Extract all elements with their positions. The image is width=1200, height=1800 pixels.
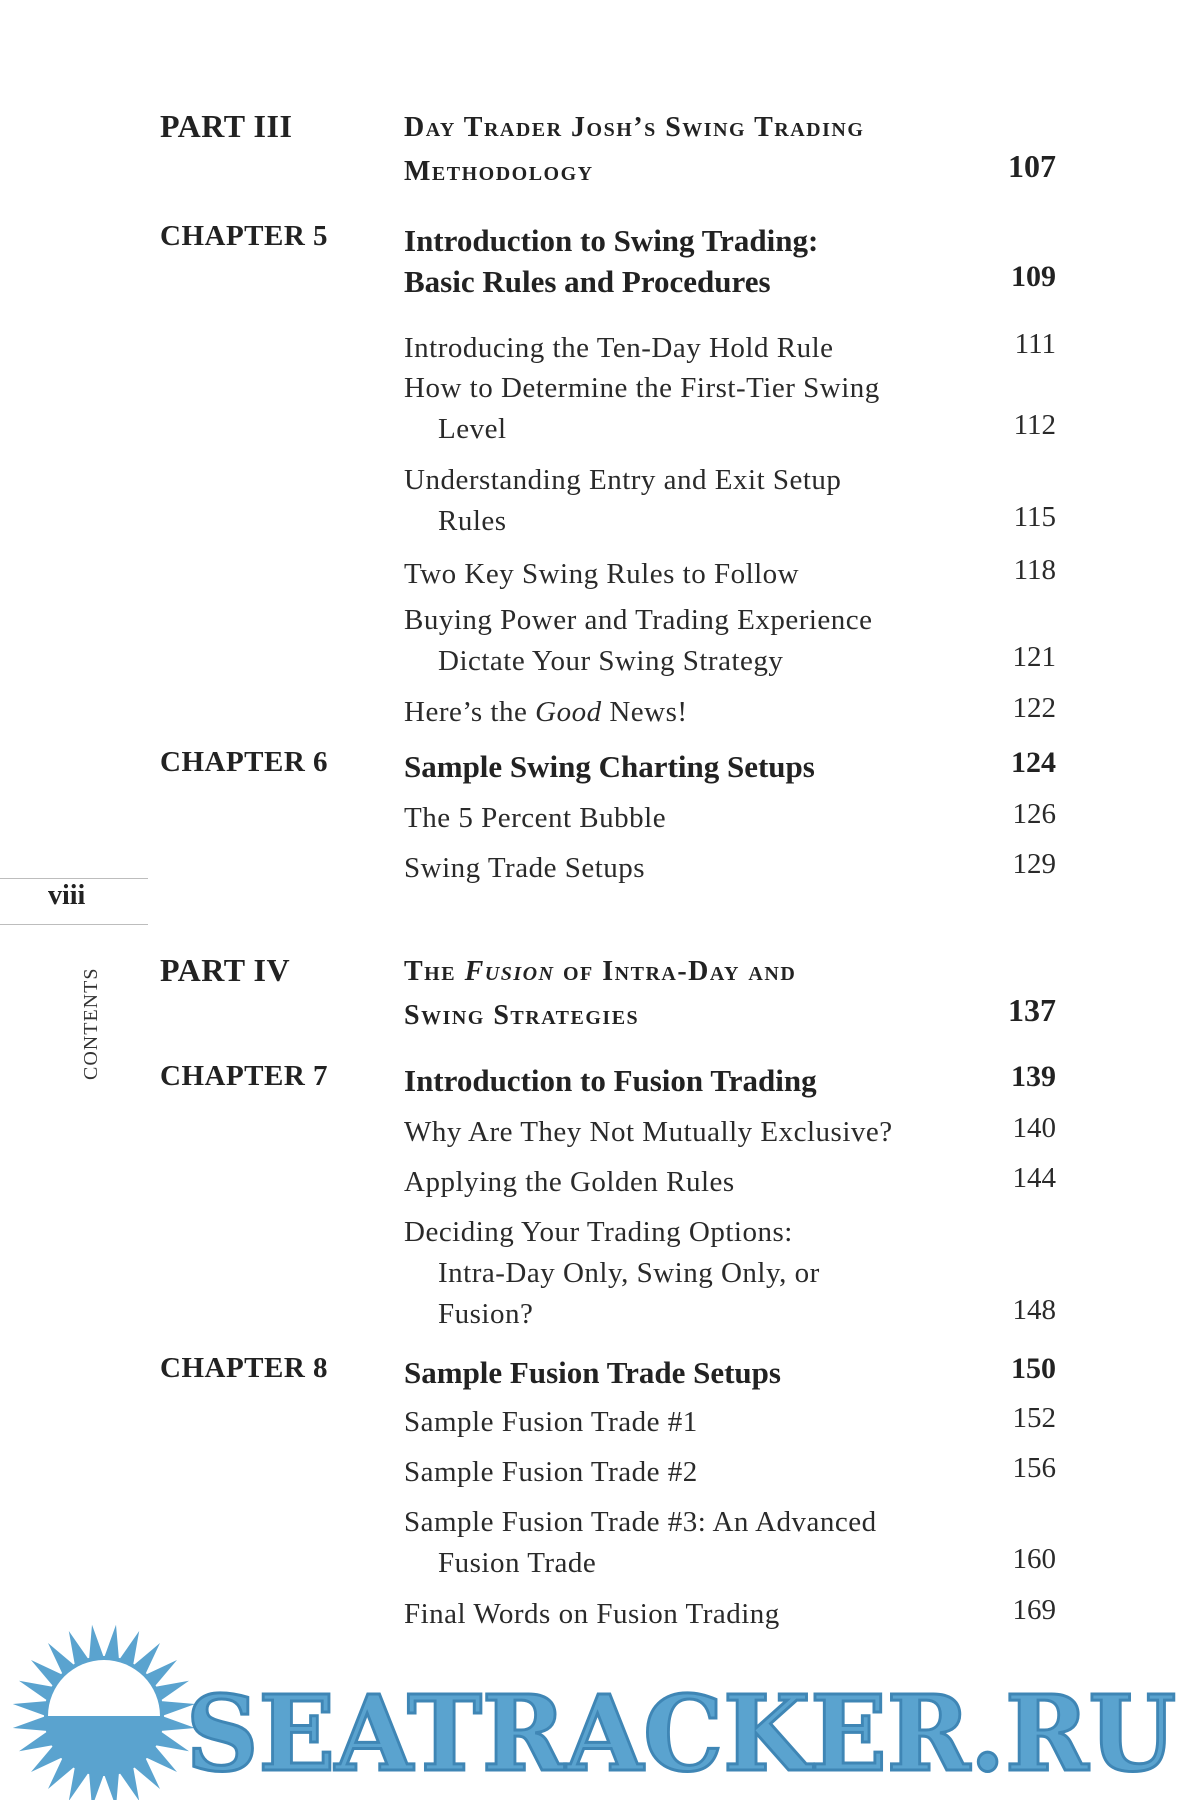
section-page-number[interactable]: 129: [1012, 848, 1056, 880]
section-page-number[interactable]: 148: [1012, 1294, 1056, 1326]
title-line: Swing Trade Setups: [404, 852, 646, 884]
section-page-number[interactable]: 122: [1012, 692, 1056, 724]
italic-word: Good: [535, 696, 602, 728]
chapter-label: CHAPTER 8: [160, 1352, 329, 1384]
title-line: Day Trader Josh’s Swing Trading: [404, 112, 865, 143]
watermark: [0, 1620, 1200, 1800]
section-title[interactable]: [404, 1452, 944, 1493]
section-title[interactable]: [404, 460, 944, 542]
title-line: Sample Fusion Trade #3: An Advanced: [404, 1506, 877, 1538]
section-title[interactable]: [404, 1212, 944, 1335]
title-line: The Fusion of Intra-Day and: [404, 956, 797, 987]
chapter-title[interactable]: [404, 220, 944, 302]
title-line: Rules: [438, 505, 507, 537]
section-title[interactable]: [404, 1162, 944, 1203]
title-line: Sample Fusion Trade Setups: [404, 1355, 781, 1390]
title-line: Fusion Trade: [438, 1547, 597, 1579]
chapter-page-number[interactable]: 139: [1011, 1060, 1056, 1093]
italic-word: Fusion: [464, 956, 555, 987]
section-page-number[interactable]: 156: [1012, 1452, 1056, 1484]
section-page-number[interactable]: 160: [1012, 1543, 1056, 1575]
part-label: PART IV: [160, 952, 291, 988]
title-line: Dictate Your Swing Strategy: [438, 645, 784, 677]
sun-logo-icon: [13, 1625, 195, 1800]
section-title[interactable]: [404, 848, 944, 889]
chapter-label: CHAPTER 6: [160, 746, 329, 778]
part-title[interactable]: [404, 950, 944, 1038]
title-line: Why Are They Not Mutually Exclusive?: [404, 1116, 893, 1148]
section-page-number[interactable]: 140: [1012, 1112, 1056, 1144]
title-line: How to Determine the First-Tier Swing: [404, 372, 880, 404]
section-title[interactable]: [404, 368, 944, 450]
title-line: Sample Fusion Trade #1: [404, 1406, 698, 1438]
title-line: Fusion?: [438, 1298, 534, 1330]
part-page-number[interactable]: 137: [1008, 992, 1056, 1028]
title-line: Intra-Day Only, Swing Only, or: [438, 1257, 820, 1289]
title-line: Level: [438, 413, 507, 445]
title-line: Sample Swing Charting Setups: [404, 749, 815, 784]
section-page-number[interactable]: 112: [1013, 409, 1056, 441]
section-page-number[interactable]: 121: [1012, 641, 1056, 673]
section-page-number[interactable]: 111: [1014, 328, 1056, 360]
section-title[interactable]: [404, 554, 944, 595]
title-line: Here’s the Good News!: [404, 696, 688, 728]
title-line: Introduction to Fusion Trading: [404, 1063, 817, 1098]
section-title[interactable]: [404, 1502, 944, 1584]
chapter-label: CHAPTER 5: [160, 220, 329, 252]
section-page-number[interactable]: 118: [1013, 554, 1056, 586]
section-title[interactable]: [404, 692, 944, 733]
section-page-number[interactable]: 169: [1012, 1594, 1056, 1626]
title-line: Swing Strategies: [404, 1000, 640, 1031]
title-line: Introducing the Ten-Day Hold Rule: [404, 332, 834, 364]
section-page-number[interactable]: 152: [1012, 1402, 1056, 1434]
title-line: Final Words on Fusion Trading: [404, 1598, 780, 1630]
chapter-page-number[interactable]: 150: [1011, 1352, 1056, 1385]
chapter-page-number[interactable]: 124: [1011, 746, 1056, 779]
chapter-page-number[interactable]: 109: [1011, 260, 1056, 293]
part-title[interactable]: [404, 106, 944, 194]
title-line: Two Key Swing Rules to Follow: [404, 558, 800, 590]
title-line: Understanding Entry and Exit Setup: [404, 464, 842, 496]
section-page-number[interactable]: 144: [1012, 1162, 1056, 1194]
section-page-number[interactable]: 126: [1012, 798, 1056, 830]
watermark-text: SEATRACKER.RU: [186, 1672, 1176, 1795]
section-title[interactable]: [404, 328, 944, 369]
section-page-number[interactable]: 115: [1013, 501, 1056, 533]
chapter-title[interactable]: [404, 1060, 944, 1101]
running-head: CONTENTS: [80, 967, 102, 1080]
chapter-title[interactable]: [404, 1352, 944, 1393]
part-page-number[interactable]: 107: [1008, 148, 1056, 184]
title-line: Introduction to Swing Trading:: [404, 223, 819, 258]
part-label: PART III: [160, 108, 293, 144]
section-title[interactable]: [404, 1112, 944, 1153]
chapter-label: CHAPTER 7: [160, 1060, 329, 1092]
title-line: Basic Rules and Procedures: [404, 264, 771, 299]
chapter-title[interactable]: [404, 746, 944, 787]
title-line: Applying the Golden Rules: [404, 1166, 735, 1198]
title-line: Buying Power and Trading Experience: [404, 604, 873, 636]
title-line: The 5 Percent Bubble: [404, 802, 667, 834]
section-title[interactable]: [404, 600, 944, 682]
title-line: Sample Fusion Trade #2: [404, 1456, 698, 1488]
section-title[interactable]: [404, 1402, 944, 1443]
page-number: viii: [48, 880, 86, 911]
title-line: Deciding Your Trading Options:: [404, 1216, 793, 1248]
title-line: Methodology: [404, 156, 594, 187]
section-title[interactable]: [404, 798, 944, 839]
